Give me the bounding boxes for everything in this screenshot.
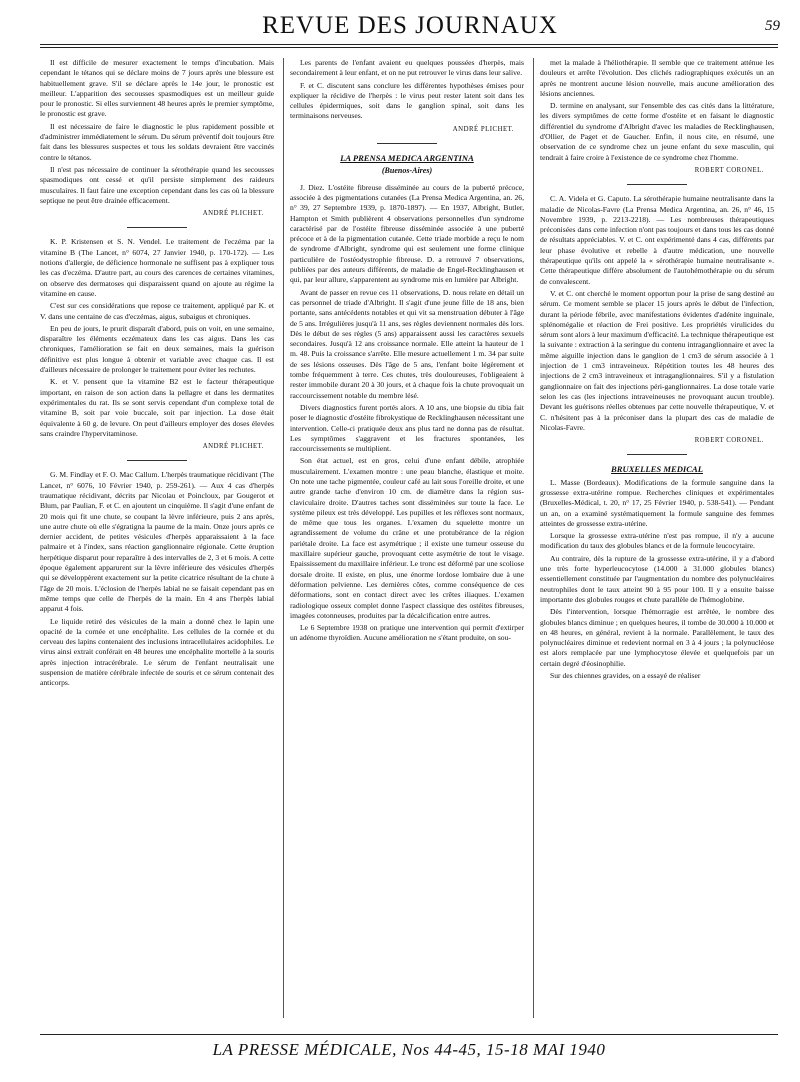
column-2	[290, 58, 524, 1028]
author-signature: ROBERT CORONEL.	[694, 437, 764, 445]
article-columns	[40, 58, 778, 1028]
body-paragraph: D. termine en analysant, sur l'ensemble des cas cités dans la littérature, les divers symptômes de cette forme d'ostéite et en faisant le diagnostic différentiel du syndrome d'Albright d'avec les maladies de Recklinghausen, d'Ollier, de Paget et de Gaucher. Enfin, il nous cite, en résumé, une observation de ce syndrome chez un jeune enfant du sexe masculin, qui tendrait à faire croire à l'existence de ce syndrome chez l'homme.	[540, 101, 774, 162]
body-paragraph: V. et C. ont cherché le moment opportun pour la prise de sang destiné au sérum. Ce moment semble se placer 15 jours après le début de l'infection, durant la période fébrile, avec manifestations évidentes d'adénite inguinale, splénomégalie et réaction de Frei positive. Les propriétés virulicides du sérum sont alors à leur maximum d'efficacité. La technique thérapeutique est la suivante : extraction à la seringue du contenu intraganglionnaire et avec la même aiguille injection dans le ganglion de 1 cm3 de sérum associée à 1 injection de 1 cm3 intraveineux. Répétition toutes les 48 heures des injections de 2 cm3 intraveineux et intraganglionnaires. S'il y a fistulation ganglionnaire on fait des injections péri-ganglionnaires. La dose totale varie selon les cas (les injections intraveineuses ne provoquant aucun trouble). Devant les guérisons réelles obtenues par cette nouvelle thérapeutique, V. et C. n'hésitent pas à la préconiser dans la plupart des cas de maladie de Nicolas-Favre.	[540, 288, 774, 432]
article-heading-paragraph: C. A. Videla et G. Caputo. La sérothérapie humaine neutralisante dans la maladie de Nicolas-Favre (La Prensa Medica Argentina, an. 26, n° 46, 15 Novembre 1939, p. 2213-2218). — Les nombreuses thérapeutiques préconisées dans cette infection n'ont pas toujours et dans tous les cas donné de résultats appréciables. V. et C. ont expérimenté dans 4 cas, différents par leur phase évolutive et rebelle à d'autre médication, une nouvelle thérapeutique qu'ils ont appelé la « sérothérapie humaine neutralisante ». Cette thérapeutique diffère absolument de l'autohémothérapie ou du sérum de convalescent.	[540, 194, 774, 286]
body-paragraph: Avant de passer en revue ces 11 observations, D. nous relate en détail un cas personnel de triade d'Albright. Il s'agit d'une jeune fille de 18 ans, bien portante, sans antécédents notables et qui vit sa menstruation débuter à l'âge de 5 ans. Irrégulières jusqu'à 11 ans, ses règles deviennent normales dès lors. Dès le début de ses règles (5 ans) apparaissent aussi les caractères sexuels secondaires. Jusqu'à 12 ans croissance normale. Elle atteint la hauteur de 1 m. 48. Puis la croissance s'arrête. Elle mesure actuellement 1 m. 34 par suite de ses lésions osseuses. Dès l'âge de 5 ans, l'enfant boite légèrement et tombe fréquemment à terre. Ces chutes, très douloureuses, l'obligeaient à rester immobile durant 20 à 30 jours, et à chaque fois la chute provoquait un raccourcissement notable du membre lésé.	[290, 287, 524, 400]
body-paragraph: F. et C. discutent sans conclure les différentes hypothèses émises pour expliquer la récidive de l'herpès : le virus peut rester latent soit dans les cellules épidermiques, soit dans le ganglion spinal, soit dans les terminaisons nerveuses.	[290, 80, 524, 121]
author-signature: ROBERT CORONEL.	[694, 166, 764, 174]
body-paragraph: Lorsque la grossesse extra-utérine n'est pas rompue, il n'y a aucune modification du taux des globules blancs et de la formule leucocytaire.	[540, 531, 774, 551]
body-paragraph: Il n'est pas nécessaire de continuer la sérothérapie quand les secousses spasmodiques ont cessé et qu'il persiste simplement des raideurs musculaires. Il faut faire une exception cependant dans les cas où la blessure septique ne peut être drainée efficacement.	[40, 164, 274, 205]
header-rule-thin	[40, 47, 778, 48]
body-paragraph: Le liquide retiré des vésicules de la main a donné chez le lapin une opacité de la cornée et une encéphalite. Les cellules de la cornée et du cerveau des lapins contenaient des inclusions intracellulaires acidophiles. Le virus ainsi extrait conférait en 48 heures une encéphalite mortelle à la souris après injection intracérébrale. Le sérum de l'enfant neutralisait une suspension de matière cérébrale infectée de souris et ce sérum contenait des anticorps.	[40, 616, 274, 688]
page-footer	[40, 1034, 778, 1060]
body-paragraph: Sur des chiennes gravides, on a essayé de réaliser	[550, 671, 701, 681]
body-paragraph: Il est nécessaire de faire le diagnostic le plus rapidement possible et d'administrer immédiatement le sérum. Du sérum préventif doit toujours être fait dans les blessures suspectes et tous les soldats devraient être vaccinés contre le tétanos.	[40, 121, 274, 162]
body-paragraph: Dès l'intervention, lorsque l'hémorragie est arrêtée, le nombre des globules blancs diminue ; en quelques heures, il tombe de 30.000 à 10.000 et en 48 heures, en général, revient à la normale. Parallèlement, le taux des polynucléaires diminue et redevient normal en 3 à 4 jours ; la polynucléose est alors remplacée par une lymphocytose élevée et quelquefois par un certain degré d'éosinophilie.	[540, 607, 774, 668]
journal-heading: BRUXELLES MEDICAL	[611, 464, 703, 475]
journal-location: (Buenos-Aires)	[381, 166, 433, 176]
body-paragraph: met la malade à l'héliothérapie. Il semble que ce traitement atténue les douleurs et arrête l'évolution. Des clichés radiographiques exécutés un an après ne montrent aucune lésion nouvelle, mais aucune amélioration des lésions anciennes.	[540, 58, 774, 98]
journal-heading: LA PRENSA MEDICA ARGENTINA	[340, 153, 474, 164]
page-number: 59	[765, 18, 780, 34]
column-3	[540, 58, 774, 1028]
body-paragraph: En peu de jours, le prurit disparaît d'abord, puis on voit, en une semaine, disparaître les éléments eczémateux dans les cas aigus. Dans les cas chroniques, l'amélioration se fait en deux semaines, mais la guérison définitive est plus longue à obtenir et variable avec chaque cas. Il est d'ailleurs nécessaire de prolonger le traitement pour éviter les rechutes.	[40, 323, 274, 375]
footer-rule	[40, 1034, 778, 1035]
article-heading-paragraph: K. P. Kristensen et S. N. Vendel. Le traitement de l'eczéma par la vitamine B (The Lancet, n° 6074, 27 Janvier 1940, p. 170-172). — Les notions d'allergie, de déficience hormonale ne suffisent pas à expliquer tous les cas d'eczéma. D'autre part, au cours des carences de certaines vitamines, on observe des dermatoses qui disparaissent quand on ajoute au régime la vitamine en cause.	[40, 237, 274, 298]
article-separator	[627, 184, 687, 185]
body-paragraph: Divers diagnostics furent portés alors. A 10 ans, une biopsie du tibia fait poser le diagnostic d'ostéite fibrokystique de Recklinghausen nécessitant une intervention. Celle-ci pratiquée deux ans plus tard ne donna pas de résultat. Les symptômes s'aggravent et les fractures spontanées, les raccourcissements se multiplient.	[290, 402, 524, 454]
article-heading-paragraph: G. M. Findlay et F. O. Mac Callum. L'herpès traumatique récidivant (The Lancet, n° 6076, 10 Février 1940, p. 259-261). — Aux 4 cas d'herpès traumatique récidivant, décrits par Nicolau et Poincloux, par Gougerot et Blum, par Paulian, F. et C. en ajoutent un cinquième. Il s'agit d'une enfant de 20 mois qui fit une chute, se coupant la lèvre inférieure, puis 2 ans après, une autre chute où elle s'égratigna la paume de la main. Onze jours après ce dernier accident, de petites vésicules d'herpès apparaissaient à la face palmaire et à l'index, sans réaction ganglionnaire régionale. Cette éruption herpétique disparut pour reparaître à des intervalles de 2, 3 et 6 mois. A cette époque également apparurent sur la lèvre inférieure des vésicules d'herpès qui se développèrent exactement sur la petite cicatrice résultant de la chute à l'âge de 20 mois. L'éclosion de l'herpès labial ne se faisait cependant pas en même temps que celle de l'herpès de la main. En 4 ans l'herpès labial apparut 4 fois.	[40, 470, 274, 614]
article-separator	[127, 227, 187, 228]
body-paragraph: Au contraire, dès la rupture de la grossesse extra-utérine, il y a d'abord une très forte hyperleucocytose (14.000 à 31.000 globules blancs) essentiellement constituée par l'augmentation du nombre des polynucléaires neutrophiles dont le taux atteint 90 à 95 pour 100. Il y a ensuite baisse importante des globules rouges et chute parallèle de l'hémoglobine.	[540, 553, 774, 604]
author-signature: ANDRÉ PLICHET.	[202, 210, 264, 218]
author-signature: ANDRÉ PLICHET.	[452, 125, 514, 133]
body-paragraph: Le 6 Septembre 1938 on pratique une intervention qui permit d'extirper un adénome thyroïdien. Aucune amélioration ne s'étant produite, on sou-	[290, 623, 524, 643]
article-heading-paragraph: J. Diez. L'ostéite fibreuse disséminée au cours de la puberté précoce, associée à des pigmentations cutanées (La Prensa Medica Argentina, an. 26, n° 39, 27 Septembre 1939, p. 1870-1897). — En 1937, Albright, Butler, Hampton et Smith publièrent 4 observations personnelles d'un syndrome caractérisé par de l'ostéite fibreuse disséminée associée à une puberté précoce et à de la pigmentation cutanée. Cette triade morbide a reçu le nom de syndrome d'Albright, syndrome qui est seulement une forme clinique particulière de l'ostéodystrophie fibreuse. D. a retrouvé 7 observations, publiées par des auteurs différents, de maladie de Engel-Recklinghausen et qui, par leur allure, s'apparentent au syndrome mis en lumière par Albright.	[290, 182, 524, 285]
article-separator	[377, 143, 437, 144]
body-paragraph: Son état actuel, est en gros, celui d'une enfant débile, atrophiée musculairement. L'examen montre : une peau blanche, élastique et moite. On note une tache pigmentée, couleur café au lait sous l'oreille droite, et une autre grande tache d'environ 10 cm. de diamètre dans la région sus-claviculaire droite. D'autres taches sont disséminées sur toute la face. Le système pileux est très développé. Les pupilles et les réflexes sont normaux, de même que tous les organes. L'examen du squelette montre un agrandissement de volume du crâne et une protubérance de la région pariétale droite. La face est asymétrique ; il existe une tumeur osseuse du maxillaire supérieur gauche, provoquant cette asymétrie de tout le visage. Epaississement du maxillaire inférieur. Le tronc est déformé par une scoliose dorsale droite. Il existe, en plus, une énorme lordose lombaire due à une déformation pelvienne. Les dernières côtes, comme conséquence de ces déformations, sont en contact direct avec les crêtes iliaques. L'examen radiologique osseux complet donne l'aspect classique des ostéites fibreuses, imagées cotonneuses, produites par la décalcification entre autres.	[290, 456, 524, 620]
body-paragraph: Les parents de l'enfant avaient eu quelques poussées d'herpès, mais secondairement à leur enfant, et on ne put retrouver le virus dans leur salive.	[290, 58, 524, 78]
journal-section-title: REVUE DES JOURNAUX	[262, 12, 558, 39]
column-1	[40, 58, 274, 1028]
article-heading-paragraph: L. Masse (Bordeaux). Modifications de la formule sanguine dans la grossesse extra-utérine rompue. Recherches cliniques et expérimentales (Bruxelles-Médical, t. 20, n° 17, 25 Février 1940, p. 538-541). — Pendant un an, on a examiné systématiquement la formule sanguine des femmes atteintes de grossesse extra-utérine.	[540, 477, 774, 528]
author-signature: ANDRÉ PLICHET.	[202, 443, 264, 451]
article-separator	[127, 460, 187, 461]
footer-journal-issue: LA PRESSE MÉDICALE, Nos 44-45, 15-18 MAI 1940	[212, 1040, 606, 1059]
body-paragraph: Il est difficile de mesurer exactement le temps d'incubation. Mais cependant le tétanos qui se déclare moins de 7 jours après une blessure est habituellement grave. S'il se déclare après le 14e jour, le pronostic est meilleur. L'apparition des secousses spasmodiques est un meilleur guide pour le pronostic. Si elles surviennent 48 heures après le premier symptôme, le pronostic est grave.	[40, 58, 274, 119]
header-rule	[40, 44, 778, 45]
page-header	[40, 8, 780, 46]
body-paragraph: K. et V. pensent que la vitamine B2 est le facteur thérapeutique important, en raison de son action dans la pellagre et dans les dermatites expérimentales du rat. Ils se sont servis cependant d'un complexe total de vitamine B, soit par voie buccale, soit par injection. La dose était équivalente à 60 g. de levure. On peut d'ailleurs employer des doses élevées sans craindre l'hypervitaminose.	[40, 377, 274, 438]
body-paragraph: C'est sur ces considérations que repose ce traitement, appliqué par K. et V. dans une centaine de cas d'eczémas, aigus, subaigus et chroniques.	[40, 301, 274, 321]
article-separator	[627, 454, 687, 455]
